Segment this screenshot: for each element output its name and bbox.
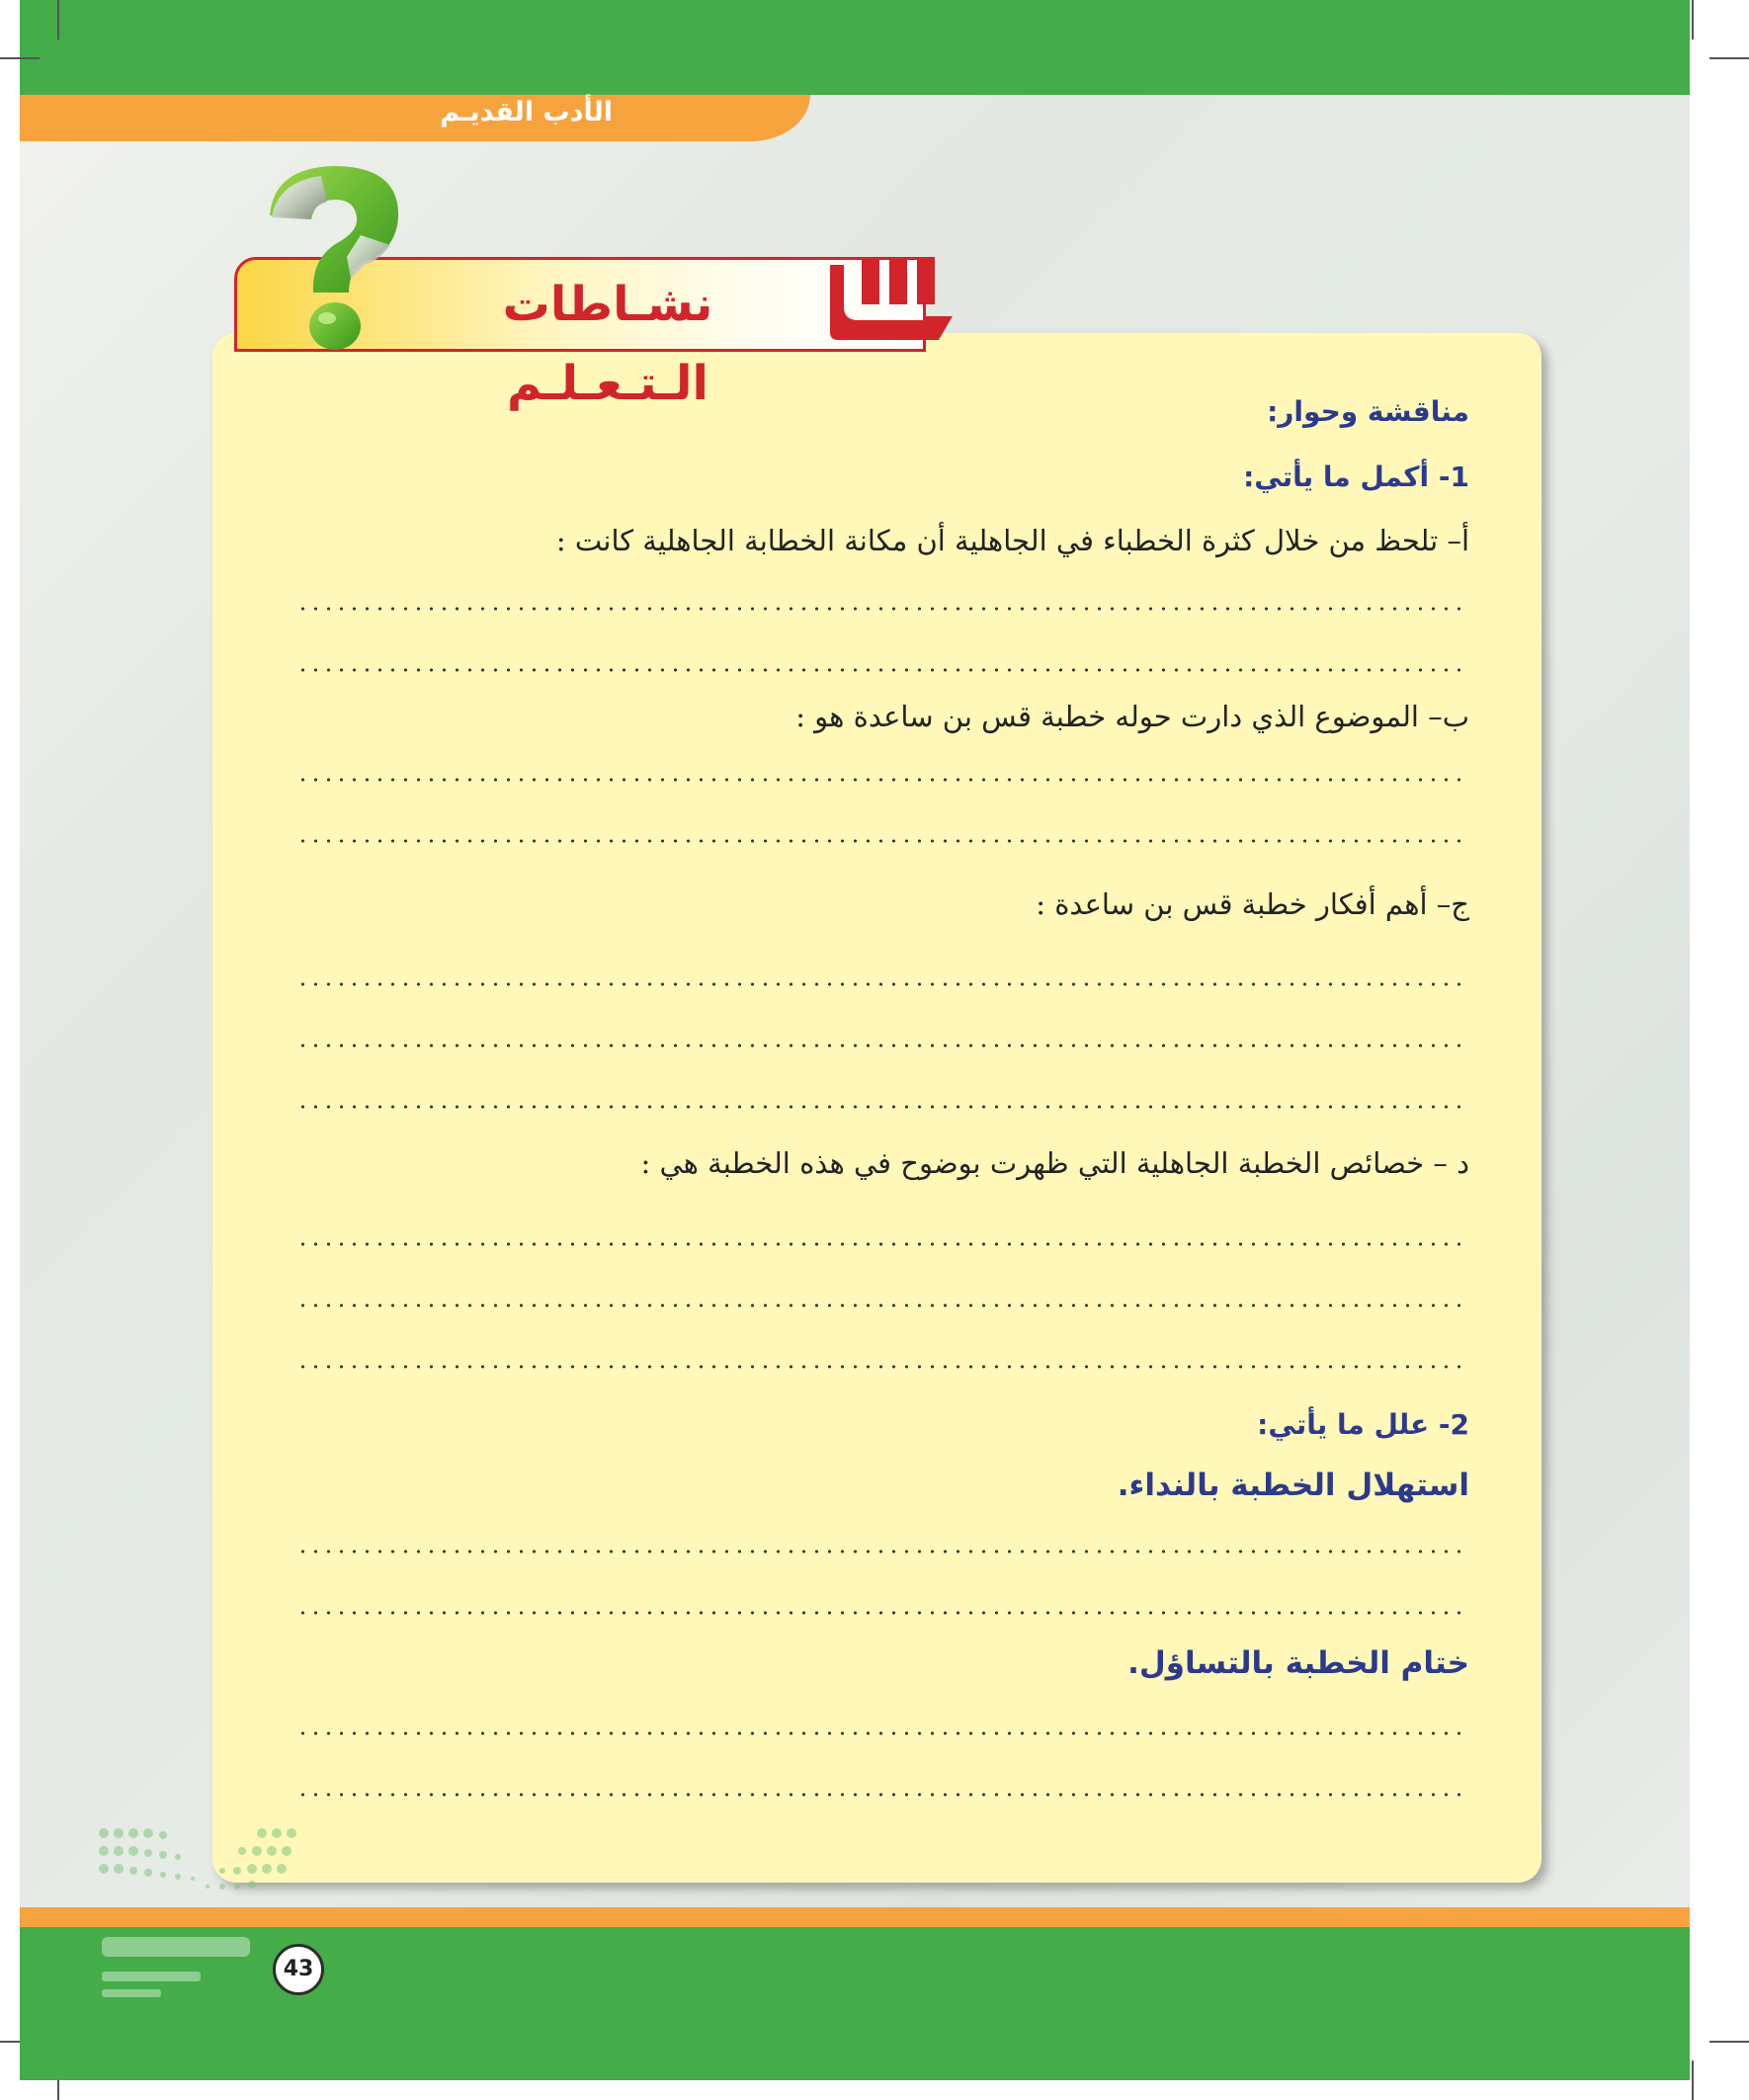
banner-title: نشـاطات الـتـعـلـم [502, 277, 713, 411]
crop-mark [0, 57, 40, 59]
answer-line[interactable] [296, 1242, 1462, 1246]
chapter-title: الأدب القديـم [440, 97, 613, 127]
answer-line[interactable] [296, 1303, 1462, 1307]
answer-line[interactable] [296, 778, 1462, 782]
answer-line[interactable] [296, 1611, 1462, 1615]
answer-line[interactable] [296, 1044, 1462, 1048]
top-green-band [20, 0, 1690, 95]
answer-line[interactable] [296, 839, 1462, 843]
q2-heading: 2- علل ما يأتي: [1257, 1408, 1469, 1441]
section-heading: مناقشة وحوار: [1267, 395, 1469, 428]
crop-mark [1692, 0, 1694, 40]
answer-line[interactable] [296, 1550, 1462, 1554]
page-number: 43 [273, 1944, 324, 1995]
crop-mark [1692, 2060, 1694, 2100]
q1-heading: 1- أكمل ما يأتي: [1243, 461, 1469, 493]
q2-item-b: ختام الخطبة بالتساؤل. [1127, 1645, 1469, 1681]
answer-line[interactable] [296, 607, 1462, 611]
crop-mark [57, 0, 59, 40]
q2-item-a: استهلال الخطبة بالنداء. [1117, 1468, 1469, 1503]
question-mark-icon [252, 158, 420, 356]
crop-mark [1709, 57, 1749, 59]
answer-line[interactable] [296, 1105, 1462, 1109]
q1-item-c: ج– أهم أفكار خطبة قس بن ساعدة : [1036, 887, 1469, 921]
answer-line[interactable] [296, 1365, 1462, 1369]
crop-mark [1709, 2041, 1749, 2043]
answer-line[interactable] [296, 982, 1462, 986]
answer-line[interactable] [296, 1731, 1462, 1735]
red-tabs-icon [830, 255, 953, 354]
q1-item-a: أ– تلحظ من خلال كثرة الخطباء في الجاهلية أن مكانة الخطابة الجاهلية كانت : [555, 524, 1469, 557]
answer-line[interactable] [296, 668, 1462, 672]
chapter-tab [20, 95, 810, 141]
q1-item-d: د – خصائص الخطبة الجاهلية التي ظهرت بوضوح في هذه الخطبة هي : [640, 1146, 1469, 1180]
q1-item-b: ب– الموضوع الذي دارت حوله خطبة قس بن ساعدة هو : [795, 700, 1469, 733]
answer-line[interactable] [296, 1793, 1462, 1797]
